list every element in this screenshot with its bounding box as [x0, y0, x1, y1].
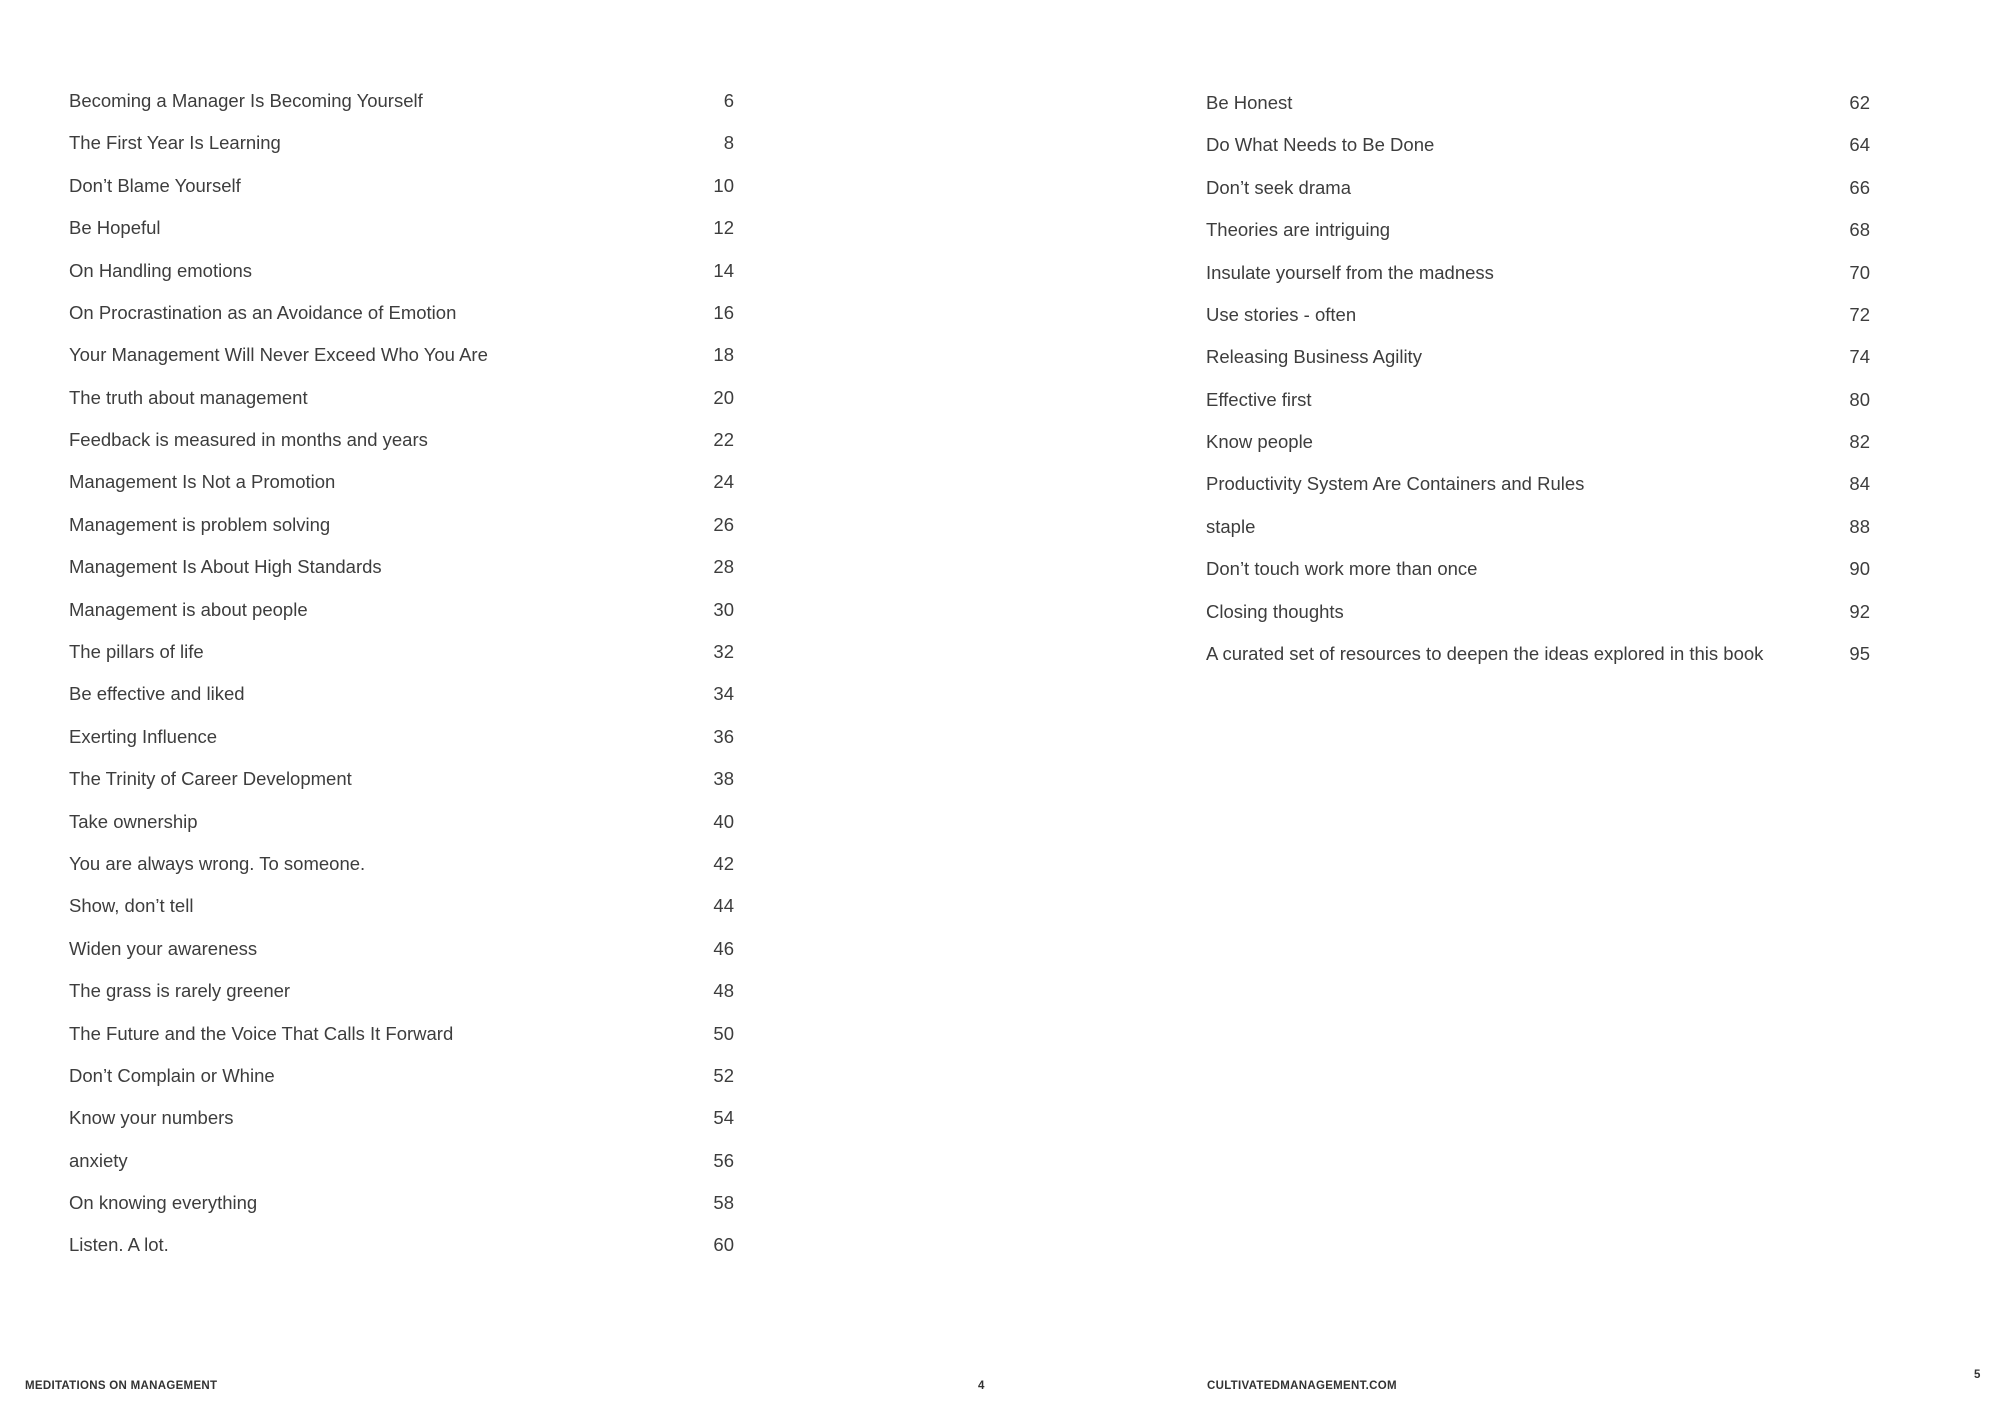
- toc-entry[interactable]: [69, 250, 734, 292]
- toc-entry-page-number: 64: [1849, 134, 1870, 156]
- toc-entry-title: A curated set of resources to deepen the ideas explored in this book: [1206, 643, 1764, 665]
- toc-entry-page-number: 52: [713, 1064, 734, 1086]
- toc-entry-title: On knowing everything: [69, 1192, 258, 1214]
- toc-entry-title: Management Is Not a Promotion: [69, 471, 336, 493]
- toc-entry[interactable]: [1206, 336, 1870, 378]
- toc-entry-title: The grass is rarely greener: [69, 980, 291, 1002]
- toc-entry-page-number: 80: [1849, 388, 1870, 410]
- toc-entry-page-number: 22: [713, 429, 734, 451]
- toc-entry-page-number: 38: [713, 768, 734, 790]
- toc-entry-title: Don’t seek drama: [1206, 176, 1351, 198]
- toc-entry[interactable]: [69, 377, 734, 419]
- toc-entry-page-number: 62: [1849, 91, 1870, 113]
- toc-entry-title: Don’t Blame Yourself: [69, 174, 241, 196]
- toc-entry[interactable]: [1206, 124, 1870, 166]
- toc-entry-page-number: 32: [713, 641, 734, 663]
- toc-entry[interactable]: [1206, 421, 1870, 463]
- toc-entry-title: Feedback is measured in months and years: [69, 429, 428, 451]
- toc-entry-page-number: 84: [1849, 473, 1870, 495]
- toc-entry-title: The Trinity of Career Development: [69, 768, 352, 790]
- toc-entry-page-number: 8: [723, 132, 734, 154]
- toc-entry[interactable]: [69, 716, 734, 758]
- toc-entry-page-number: 82: [1849, 431, 1870, 453]
- toc-entry[interactable]: [1206, 167, 1870, 209]
- toc-entry-page-number: 30: [713, 598, 734, 620]
- toc-entry-page-number: 20: [713, 386, 734, 408]
- toc-entry-title: Do What Needs to Be Done: [1206, 134, 1435, 156]
- toc-entry-page-number: 44: [713, 895, 734, 917]
- toc-entry-title: Use stories - often: [1206, 303, 1357, 325]
- footer-page-number-left: 4: [978, 1380, 985, 1392]
- toc-entry-title: Don’t touch work more than once: [1206, 558, 1478, 580]
- toc-entry-page-number: 60: [713, 1234, 734, 1256]
- toc-entry[interactable]: [1206, 591, 1870, 633]
- toc-entry-page-number: 95: [1849, 643, 1870, 665]
- toc-entry-title: Insulate yourself from the madness: [1206, 261, 1494, 283]
- toc-entry-page-number: 6: [723, 89, 734, 111]
- toc-entry-title: Know people: [1206, 431, 1313, 453]
- toc-entry[interactable]: [1206, 209, 1870, 251]
- toc-entry-page-number: 74: [1849, 346, 1870, 368]
- toc-entry-title: Listen. A lot.: [69, 1234, 169, 1256]
- toc-entry-page-number: 54: [713, 1107, 734, 1129]
- toc-entry-page-number: 92: [1849, 600, 1870, 622]
- toc-entry-page-number: 42: [713, 852, 734, 874]
- toc-entry-title: Effective first: [1206, 388, 1312, 410]
- footer-book-title: MEDITATIONS ON MANAGEMENT: [25, 1380, 218, 1392]
- toc-entry-title: Theories are intriguing: [1206, 219, 1391, 241]
- toc-entry-title: Management Is About High Standards: [69, 556, 382, 578]
- toc-entry[interactable]: [69, 419, 734, 461]
- toc-entry[interactable]: [69, 970, 734, 1012]
- toc-entry-title: Closing thoughts: [1206, 600, 1344, 622]
- toc-entry[interactable]: [1206, 633, 1870, 675]
- toc-entry-title: Show, don’t tell: [69, 895, 194, 917]
- toc-entry-page-number: 88: [1849, 515, 1870, 537]
- toc-entry[interactable]: [69, 589, 734, 631]
- toc-entry-title: Be Honest: [1206, 91, 1293, 113]
- toc-entry-title: Management is about people: [69, 598, 308, 620]
- toc-entry[interactable]: [1206, 506, 1870, 548]
- toc-entry-page-number: 10: [713, 174, 734, 196]
- toc-entry[interactable]: [69, 673, 734, 715]
- toc-entry-title: Be effective and liked: [69, 683, 245, 705]
- toc-entry-title: Exerting Influence: [69, 725, 218, 747]
- toc-entry[interactable]: [69, 843, 734, 885]
- toc-entry-title: The Future and the Voice That Calls It Forward: [69, 1022, 454, 1044]
- toc-entry[interactable]: [69, 462, 734, 504]
- toc-entry-title: Take ownership: [69, 810, 198, 832]
- toc-entry[interactable]: [69, 122, 734, 164]
- footer-website: CULTIVATEDMANAGEMENT.COM: [1207, 1380, 1397, 1392]
- toc-entry[interactable]: [69, 1140, 734, 1182]
- toc-entry[interactable]: [1206, 294, 1870, 336]
- toc-entry[interactable]: [69, 292, 734, 334]
- toc-entry-page-number: 18: [713, 344, 734, 366]
- toc-entry-page-number: 56: [713, 1149, 734, 1171]
- toc-entry-title: Widen your awareness: [69, 937, 258, 959]
- toc-entry[interactable]: [1206, 379, 1870, 421]
- toc-entry[interactable]: [1206, 548, 1870, 590]
- toc-entry-page-number: 66: [1849, 176, 1870, 198]
- toc-entry-page-number: 48: [713, 980, 734, 1002]
- toc-entry-title: staple: [1206, 515, 1256, 537]
- toc-entry-title: Productivity System Are Containers and Rules: [1206, 473, 1585, 495]
- toc-entry-page-number: 36: [713, 725, 734, 747]
- toc-entry-title: On Handling emotions: [69, 259, 253, 281]
- toc-entry-title: You are always wrong. To someone.: [69, 852, 366, 874]
- toc-entry[interactable]: [69, 165, 734, 207]
- toc-right-column: [1206, 82, 1870, 675]
- toc-entry-page-number: 16: [713, 301, 734, 323]
- toc-entry[interactable]: [69, 801, 734, 843]
- toc-entry-page-number: 28: [713, 556, 734, 578]
- toc-entry-page-number: 90: [1849, 558, 1870, 580]
- toc-entry[interactable]: [69, 1182, 734, 1224]
- toc-entry-page-number: 58: [713, 1192, 734, 1214]
- toc-entry-title: Your Management Will Never Exceed Who You Are: [69, 344, 488, 366]
- toc-entry[interactable]: [69, 1097, 734, 1139]
- toc-entry[interactable]: [69, 207, 734, 249]
- toc-entry-page-number: 26: [713, 513, 734, 535]
- toc-entry[interactable]: [69, 80, 734, 122]
- toc-entry[interactable]: [1206, 464, 1870, 506]
- toc-entry-title: Becoming a Manager Is Becoming Yourself: [69, 89, 423, 111]
- toc-entry-page-number: 34: [713, 683, 734, 705]
- toc-entry-title: The pillars of life: [69, 641, 204, 663]
- toc-entry-page-number: 70: [1849, 261, 1870, 283]
- toc-entry-page-number: 72: [1849, 303, 1870, 325]
- toc-entry[interactable]: [69, 758, 734, 800]
- toc-entry-page-number: 46: [713, 937, 734, 959]
- toc-entry[interactable]: [69, 631, 734, 673]
- toc-entry[interactable]: [69, 1055, 734, 1097]
- toc-entry-page-number: 14: [713, 259, 734, 281]
- toc-entry-page-number: 68: [1849, 219, 1870, 241]
- toc-entry-page-number: 50: [713, 1022, 734, 1044]
- toc-entry-title: The First Year Is Learning: [69, 132, 281, 154]
- toc-entry-title: anxiety: [69, 1149, 128, 1171]
- toc-entry[interactable]: [69, 1013, 734, 1055]
- toc-entry[interactable]: [69, 1225, 734, 1267]
- toc-entry-title: Know your numbers: [69, 1107, 234, 1129]
- toc-entry-title: Releasing Business Agility: [1206, 346, 1422, 368]
- toc-entry[interactable]: [69, 546, 734, 588]
- toc-entry[interactable]: [69, 928, 734, 970]
- toc-entry[interactable]: [69, 334, 734, 376]
- toc-entry-title: Be Hopeful: [69, 217, 161, 239]
- toc-entry[interactable]: [1206, 252, 1870, 294]
- toc-entry-page-number: 24: [713, 471, 734, 493]
- toc-entry-page-number: 40: [713, 810, 734, 832]
- footer-page-number-right: 5: [1974, 1369, 1981, 1381]
- toc-entry-title: Management is problem solving: [69, 513, 331, 535]
- toc-entry-title: On Procrastination as an Avoidance of Emotion: [69, 301, 457, 323]
- toc-entry-title: The truth about management: [69, 386, 308, 408]
- toc-entry[interactable]: [69, 504, 734, 546]
- toc-entry-title: Don’t Complain or Whine: [69, 1064, 275, 1086]
- toc-left-column: [69, 80, 734, 1267]
- toc-entry[interactable]: [69, 885, 734, 927]
- toc-entry[interactable]: [1206, 82, 1870, 124]
- toc-entry-page-number: 12: [713, 217, 734, 239]
